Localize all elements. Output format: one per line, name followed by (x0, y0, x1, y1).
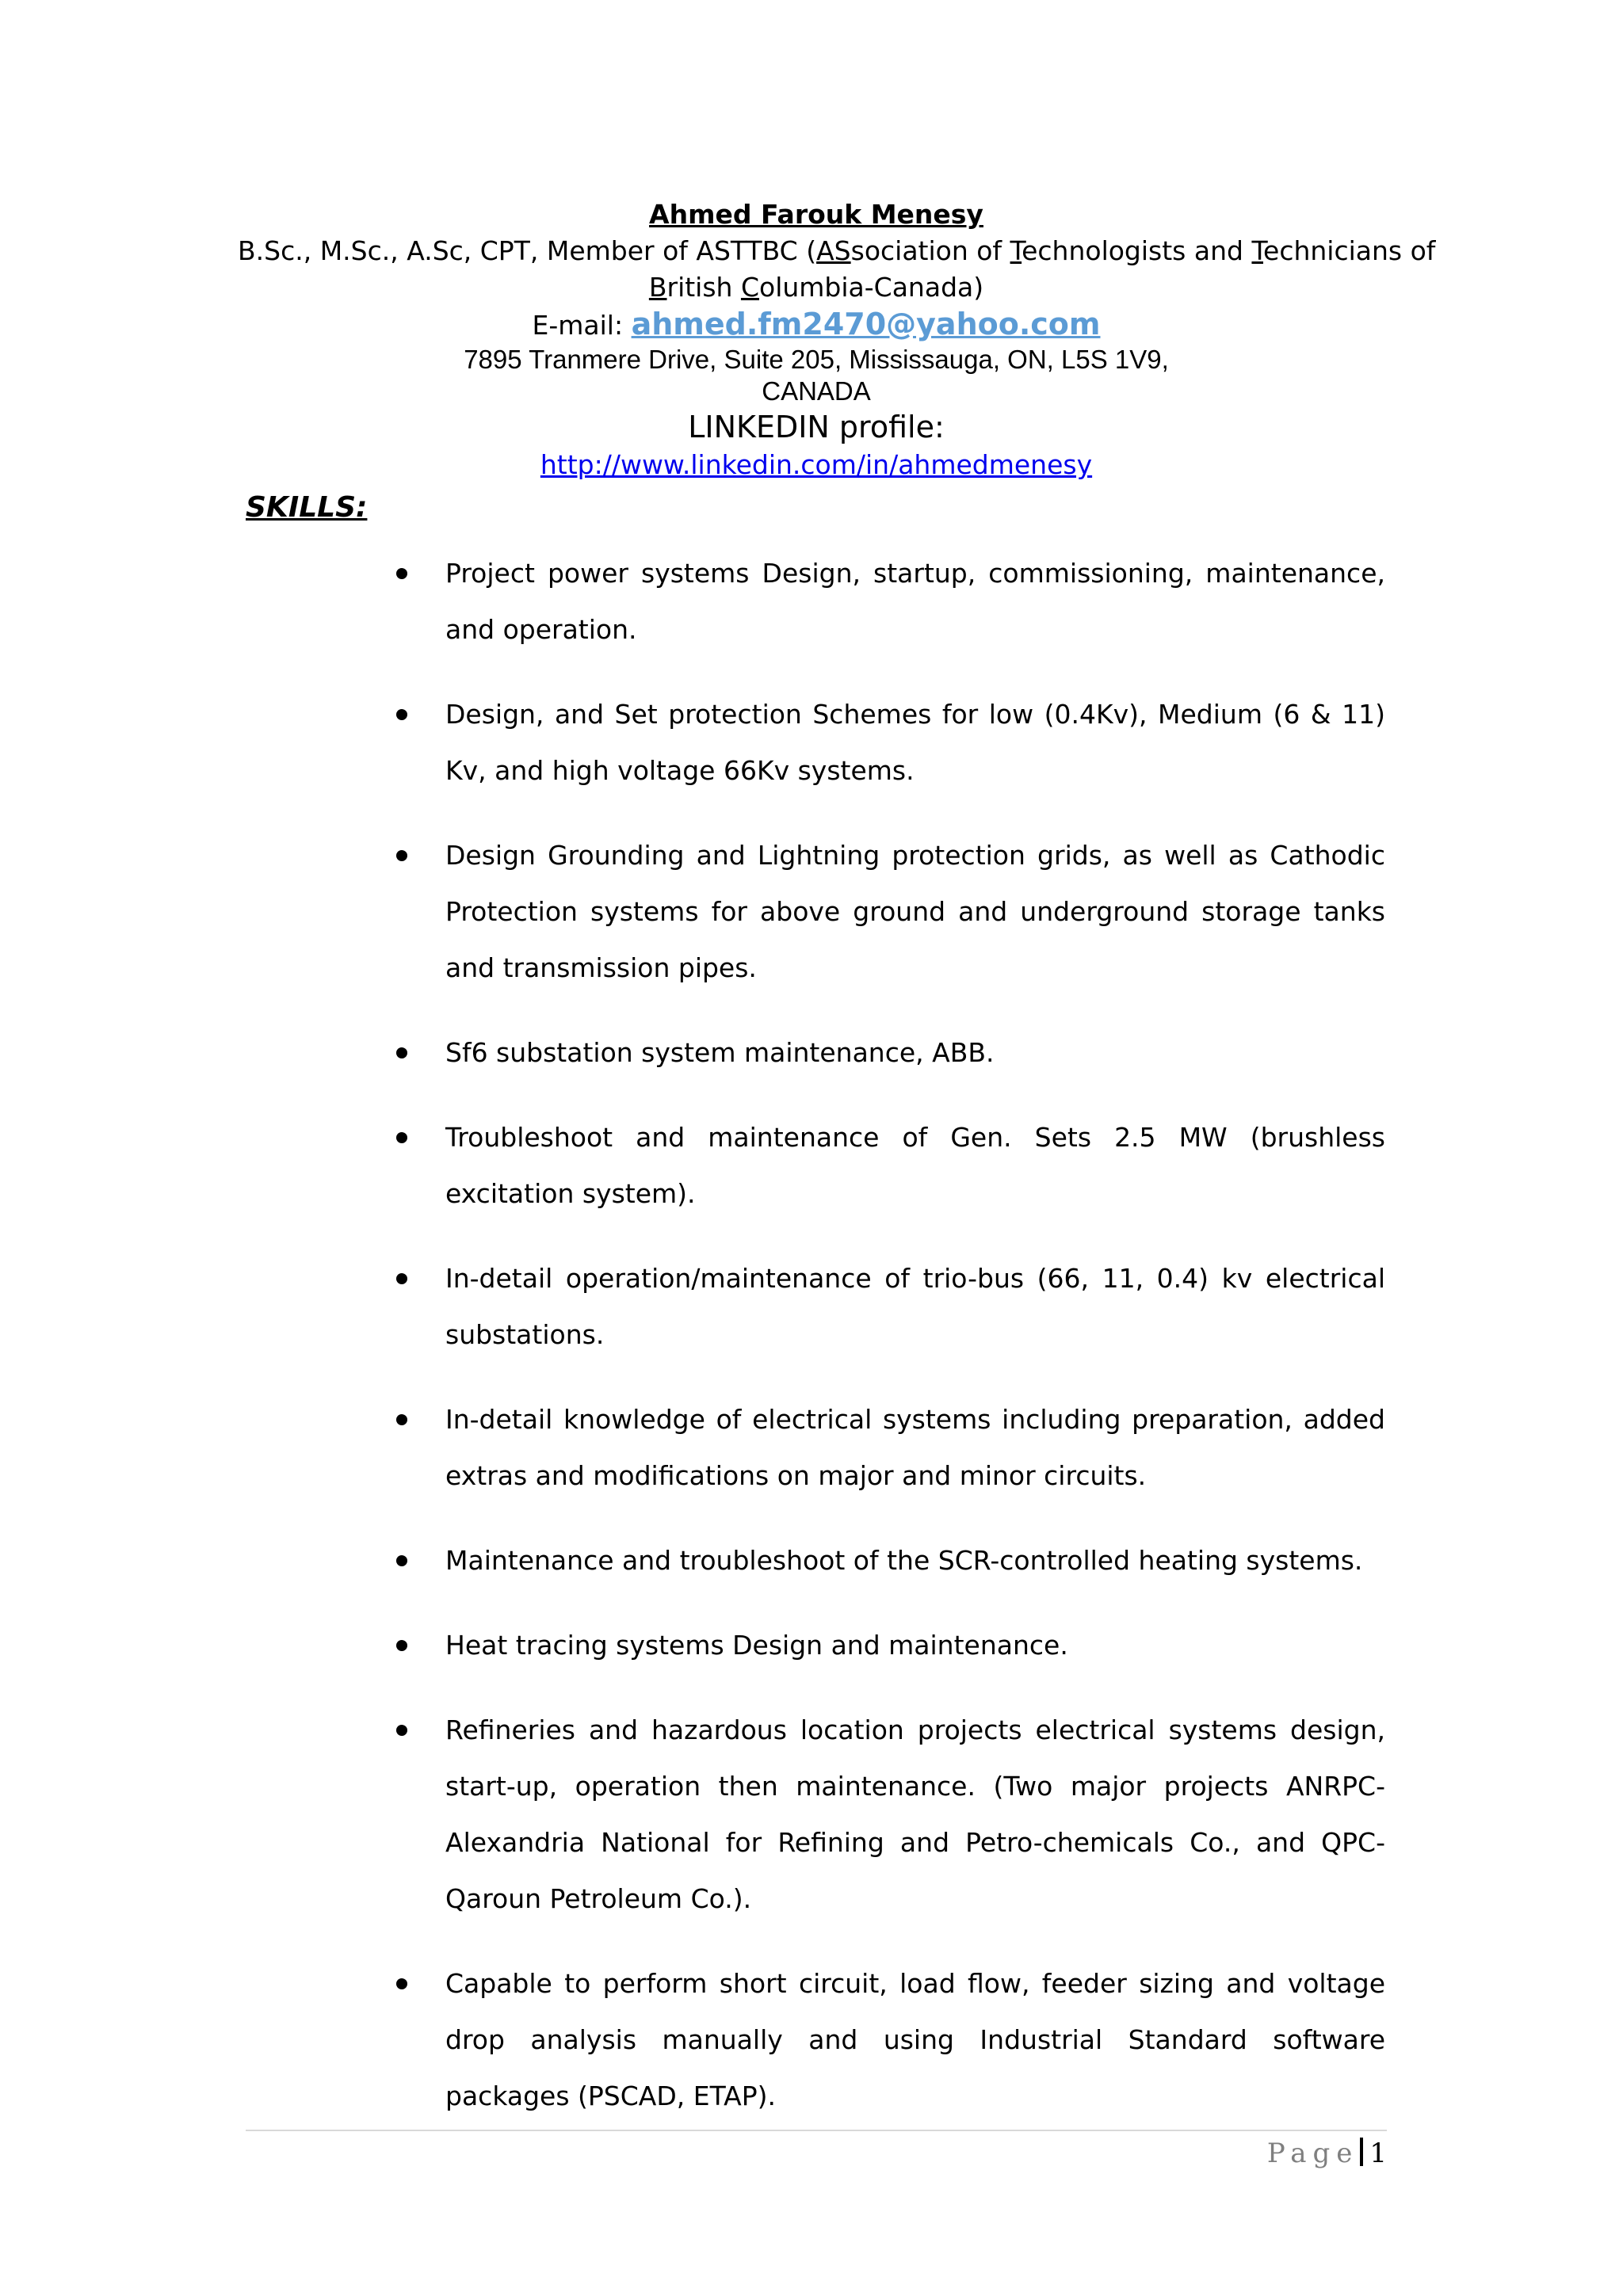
bullet-icon (396, 1047, 407, 1058)
skill-item (387, 1702, 1385, 1927)
bullet-icon (396, 1414, 407, 1425)
credentials-columbia: olumbia-Canada) (759, 272, 984, 303)
credentials-t2-letter: T (1251, 235, 1264, 266)
page-footer (1267, 2136, 1387, 2171)
bullet-icon (396, 1555, 407, 1566)
bullet-icon (396, 1640, 407, 1651)
credentials-technicians: echnicians of (1263, 235, 1436, 266)
skill-item (387, 1955, 1385, 2124)
skill-text: Refineries and hazardous location projects electrical systems design, start-up, operation then maintenance. (Two major projects ANRPC-Alexandria National for Refining and Petro-chemicals Co., and QPC-Qaroun Petroleum Co.). (445, 1714, 1385, 1914)
footer-divider (246, 2130, 1387, 2131)
skills-list (387, 545, 1385, 2153)
skill-text: Heat tracing systems Design and maintenance. (445, 1630, 1068, 1661)
resume-header (238, 196, 1436, 483)
address-line-2: CANADA (762, 376, 871, 406)
bullet-icon (396, 568, 407, 579)
skill-text: Project power systems Design, startup, commissioning, maintenance, and operation. (445, 558, 1385, 645)
linkedin-link[interactable]: http://www.linkedin.com/in/ahmedmenesy (540, 449, 1093, 480)
skill-item (387, 827, 1385, 996)
credentials-b-letter: B (648, 272, 667, 303)
email-link[interactable]: ahmed.fm2470@yahoo.com (631, 307, 1101, 341)
address-line-1: 7895 Tranmere Drive, Suite 205, Mississauga, ON, L5S 1V9, (464, 345, 1169, 374)
credentials-british: ritish (666, 272, 741, 303)
bullet-icon (396, 1725, 407, 1736)
page-separator (1360, 2138, 1363, 2166)
bullet-icon (396, 1132, 407, 1143)
skill-item (387, 545, 1385, 658)
page-number: 1 (1369, 2138, 1387, 2169)
credentials-prefix: B.Sc., M.Sc., A.Sc, CPT, Member of ASTTBC ( (238, 235, 817, 266)
credentials-as-letters: AS (816, 235, 851, 266)
bullet-icon (396, 1978, 407, 1989)
credentials-sociation: sociation of (850, 235, 1010, 266)
skill-text: Sf6 substation system maintenance, ABB. (445, 1037, 995, 1068)
skill-text: Design, and Set protection Schemes for low (0.4Kv), Medium (6 & 11) Kv, and high voltage 66Kv systems. (445, 699, 1385, 786)
credentials-t1-letter: T (1010, 235, 1022, 266)
skill-text: In-detail operation/maintenance of trio-bus (66, 11, 0.4) kv electrical substations. (445, 1263, 1385, 1350)
credentials-line-1 (238, 233, 1436, 269)
credentials-technologists: echnologists and (1022, 235, 1252, 266)
bullet-icon (396, 1273, 407, 1284)
page-label: Page (1266, 2138, 1359, 2169)
applicant-name: Ahmed Farouk Menesy (649, 199, 983, 230)
email-line (238, 306, 1395, 344)
bullet-icon (396, 709, 407, 720)
skill-item (387, 1391, 1385, 1504)
skill-text: Design Grounding and Lightning protection grids, as well as Cathodic Protection systems for above ground and underground storage tanks and transmission pipes. (445, 840, 1385, 983)
skill-text: Capable to perform short circuit, load flow, feeder sizing and voltage drop analysis manually and using Industrial Standard software packages (PSCAD, ETAP). (445, 1968, 1385, 2111)
skill-item (387, 1024, 1385, 1081)
credentials-c-letter: C (740, 272, 759, 303)
skill-item (387, 1617, 1385, 1673)
skills-heading: SKILLS: (246, 491, 368, 524)
skill-text: Troubleshoot and maintenance of Gen. Sets 2.5 MW (brushless excitation system). (445, 1122, 1385, 1209)
credentials-line-2 (238, 269, 1395, 306)
skill-item (387, 1250, 1385, 1363)
linkedin-label: LINKEDIN profile: (688, 410, 945, 444)
skill-text: In-detail knowledge of electrical systems including preparation, added extras and modifications on major and minor circuits. (445, 1404, 1385, 1491)
email-label: E-mail: (532, 310, 632, 341)
bullet-icon (396, 850, 407, 861)
skill-item (387, 686, 1385, 799)
skill-text: Maintenance and troubleshoot of the SCR-controlled heating systems. (445, 1545, 1363, 1576)
skill-item (387, 1532, 1385, 1589)
skill-item (387, 1109, 1385, 1222)
